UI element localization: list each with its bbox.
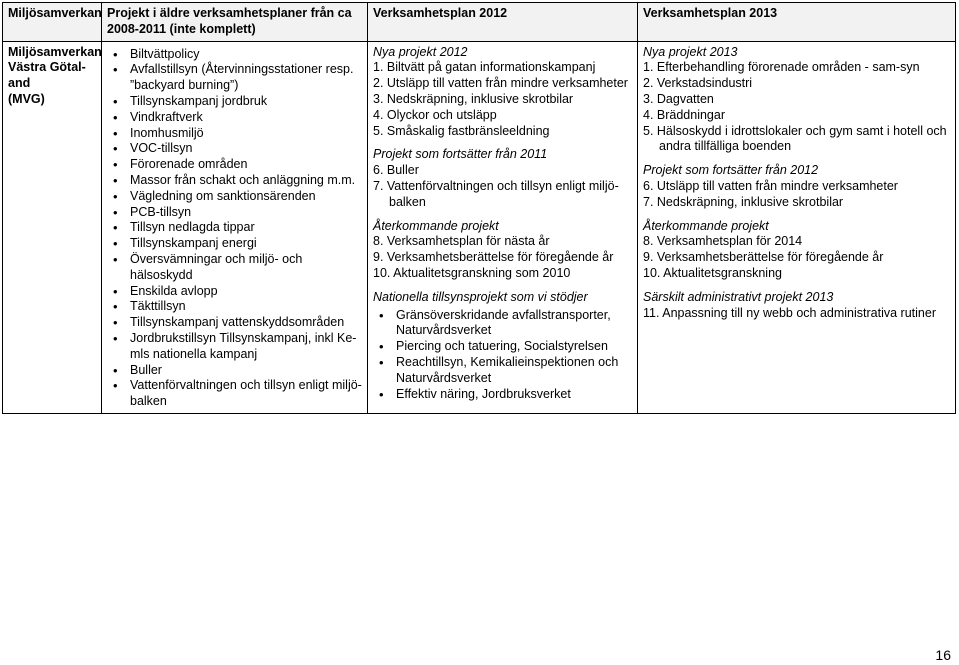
list-item: • Piercing och tatuering, Socialstyrelsen [373,339,632,355]
list-item: 5. Hälsoskydd i idrottslokaler och gym samt i hotell och andra tillfälliga boenden [643,123,947,154]
content-row [3,41,956,413]
recurring-projects-2013-list [643,234,950,281]
list-item: • Vindkraftverk [107,110,362,126]
new-projects-2012-list [373,60,632,139]
continued-projects-2012-list [373,163,632,210]
list-item: 7. Nedskräpning, inklusive skrotbilar [643,194,844,209]
list-item: • Vattenförvaltningen och tillsyn enligt miljö-balken [107,378,362,410]
org-line: Miljösamverkan [8,44,102,59]
header-org: Miljösamverkan [3,3,102,42]
list-item: • Vägledning om sanktionsärenden [107,189,362,205]
list-item: 9. Verksamhetsberättelse för föregående år [373,250,614,265]
section-heading: Nationella tillsynsprojekt som vi stödjer [373,289,588,304]
list-item: 1. Efterbehandling förorenade områden - sam-syn [643,60,920,75]
list-item: 9. Verksamhetsberättelse för föregående år [643,250,884,265]
plan-table [2,2,956,414]
section-heading: Nya projekt 2013 [643,44,738,59]
list-item: • Biltvättpolicy [107,47,362,63]
section-heading: Projekt som fortsätter från 2011 [373,147,548,162]
list-item: 1. Biltvätt på gatan informationskampanj [373,60,596,75]
header-older-projects: Projekt i äldre verksamhetsplaner från ca 2008-2011 (inte komplett) [102,3,368,42]
continued-projects-2013-list [643,179,950,211]
list-item: • Effektiv näring, Jordbruksverket [373,387,632,403]
list-item: • PCB-tillsyn [107,205,362,221]
page-number: 16 [935,647,951,663]
list-item: 3. Nedskräpning, inklusive skrotbilar [373,91,574,106]
section-heading: Särskilt administrativt projekt 2013 [643,289,834,304]
list-item: 8. Verksamhetsplan för nästa år [373,234,550,249]
section-heading: Återkommande projekt [643,218,769,233]
section-heading: Projekt som fortsätter från 2012 [643,163,819,178]
older-projects-cell [102,41,368,413]
org-line: and [8,76,31,91]
list-item: • Massor från schakt och anläggning m.m. [107,173,362,189]
list-item: 2. Utsläpp till vatten från mindre verksamheter [373,76,628,91]
list-item: 4. Bräddningar [643,107,726,122]
list-item: • Tillsyn nedlagda tippar [107,220,362,236]
list-item: • Avfallstillsyn (Återvinningsstationer resp. ”backyard burning”) [107,62,362,94]
list-item: 4. Olyckor och utsläpp [373,107,497,122]
plan-2012-cell [368,41,638,413]
header-plan-2013: Verksamhetsplan 2013 [638,3,956,42]
list-item: 6. Buller [373,163,419,178]
list-item: • Tillsynskampanj jordbruk [107,94,362,110]
list-item: 3. Dagvatten [643,91,714,106]
older-projects-list [107,47,362,410]
org-cell [3,41,102,413]
list-item: 6. Utsläpp till vatten från mindre verksamheter [643,178,898,193]
plan-2013-cell [638,41,956,413]
section-heading: Återkommande projekt [373,218,499,233]
list-item: • Gränsöverskridande avfallstransporter, Naturvårdsverket [373,308,632,340]
national-projects-list [373,308,632,403]
list-item: 10. Aktualitetsgranskning [643,265,782,280]
list-item: • Täkttillsyn [107,299,362,315]
list-item: • Översvämningar och miljö- och hälsoskydd [107,252,362,284]
list-item: • Inomhusmiljö [107,126,362,142]
list-item: • Jordbrukstillsyn Tillsynskampanj, inkl Ke-mls nationella kampanj [107,331,362,363]
list-item: • Tillsynskampanj energi [107,236,362,252]
list-item: 2. Verkstadsindustri [643,76,753,91]
header-plan-2012: Verksamhetsplan 2012 [368,3,638,42]
org-line: (MVG) [8,91,45,106]
list-item: 7. Vattenförvaltningen och tillsyn enligt miljö-balken [373,178,619,209]
special-projects-2013-list [643,306,950,322]
list-item: • Enskilda avlopp [107,284,362,300]
recurring-projects-2012-list [373,234,632,281]
org-line: Västra Götal- [8,60,86,75]
list-item: • Buller [107,363,362,379]
list-item: • Reachtillsyn, Kemikalieinspektionen och Naturvårdsverket [373,355,632,387]
list-item: 10. Aktualitetsgranskning som 2010 [373,265,571,280]
list-item: 5. Småskalig fastbränsleeldning [373,123,550,138]
list-item: • Förorenade områden [107,157,362,173]
list-item: • Tillsynskampanj vattenskyddsområden [107,315,362,331]
new-projects-2013-list [643,60,950,155]
list-item: • VOC-tillsyn [107,141,362,157]
list-item: 8. Verksamhetsplan för 2014 [643,234,803,249]
list-item: 11. Anpassning till ny webb och administrativa rutiner [643,305,936,320]
section-heading: Nya projekt 2012 [373,44,468,59]
header-row [3,3,956,42]
